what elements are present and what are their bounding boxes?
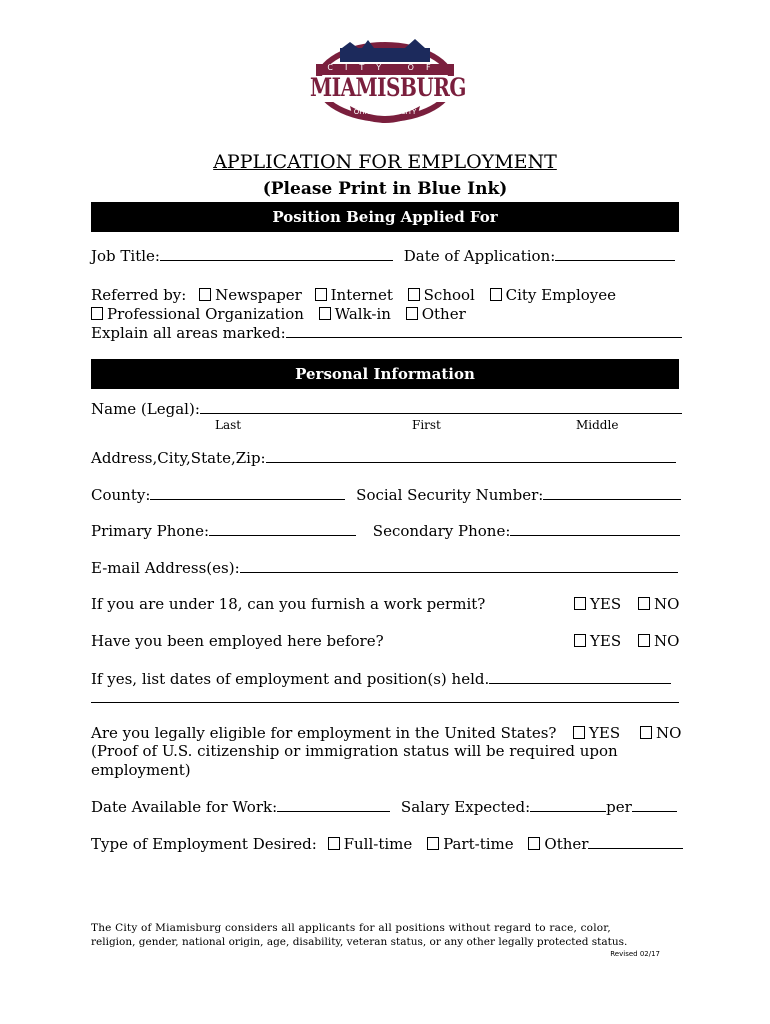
email-label: E-mail Address(es): xyxy=(91,559,240,577)
checkbox-under18-no[interactable] xyxy=(638,597,650,610)
yes-label: YES xyxy=(590,595,622,613)
employed-before-yes xyxy=(574,632,621,650)
date-of-application-label: Date of Application: xyxy=(403,247,556,265)
availability-row xyxy=(91,797,677,816)
section-personal-header: Personal Information xyxy=(91,359,679,389)
checkbox-employed-no[interactable] xyxy=(638,634,650,647)
secondary-phone-label: Secondary Phone: xyxy=(372,522,511,540)
checkbox-eligible-no[interactable] xyxy=(640,726,652,739)
dates-field-line-2[interactable] xyxy=(91,702,679,703)
name-label: Name (Legal): xyxy=(91,400,200,418)
name-first-hint: First xyxy=(412,418,441,432)
name-field[interactable] xyxy=(200,399,682,414)
employment-type-label: Type of Employment Desired: xyxy=(91,835,317,853)
city-logo xyxy=(310,36,466,128)
salary-period-field[interactable] xyxy=(632,797,677,812)
per-label: per xyxy=(606,798,632,816)
checkbox-under18-yes[interactable] xyxy=(574,597,586,610)
salary-field[interactable] xyxy=(530,797,606,812)
option-other-type: Other xyxy=(544,835,589,853)
checkbox-full-time[interactable] xyxy=(328,837,340,850)
name-row xyxy=(91,399,682,418)
date-available-field[interactable] xyxy=(277,797,390,812)
option-part-time: Part-time xyxy=(443,835,514,853)
checkbox-city-employee[interactable] xyxy=(490,288,502,301)
option-internet: Internet xyxy=(330,286,393,304)
proof-note-line-2: employment) xyxy=(91,761,191,779)
referred-label: Referred by: xyxy=(91,286,187,304)
phone-row xyxy=(91,521,680,540)
primary-phone-label: Primary Phone: xyxy=(91,522,210,540)
ssn-field[interactable] xyxy=(543,485,681,500)
under18-yes xyxy=(574,595,621,613)
option-other: Other xyxy=(421,305,466,323)
eligible-yes xyxy=(573,724,620,742)
logo-name: MIAMISBURG xyxy=(310,72,466,102)
name-last-hint: Last xyxy=(215,418,242,432)
referred-row-1 xyxy=(91,286,616,304)
name-middle-hint: Middle xyxy=(576,418,619,432)
explain-row xyxy=(91,323,682,342)
address-row xyxy=(91,448,676,467)
primary-phone-field[interactable] xyxy=(209,521,356,536)
explain-field[interactable] xyxy=(286,323,682,338)
checkbox-other-referral[interactable] xyxy=(406,307,418,320)
address-label: Address,City,State,Zip: xyxy=(91,449,266,467)
option-city-employee: City Employee xyxy=(505,286,617,304)
eligible-question: Are you legally eligible for employment in the United States? xyxy=(91,724,557,742)
checkbox-eligible-yes[interactable] xyxy=(573,726,585,739)
job-title-label: Job Title: xyxy=(91,247,160,265)
option-full-time: Full-time xyxy=(343,835,413,853)
county-field[interactable] xyxy=(150,485,345,500)
footer-line-2: religion, gender, national origin, age, disability, veteran status, or any other legally protected status. xyxy=(91,936,628,948)
other-type-field[interactable] xyxy=(588,834,683,849)
no-label: NO xyxy=(656,724,682,742)
option-professional-organization: Professional Organization xyxy=(107,305,304,323)
checkbox-walk-in[interactable] xyxy=(319,307,331,320)
ssn-label: Social Security Number: xyxy=(356,486,544,504)
eligible-no xyxy=(640,724,681,742)
county-label: County: xyxy=(91,486,151,504)
page-subtitle: (Please Print in Blue Ink) xyxy=(262,179,508,199)
referred-row-2 xyxy=(91,305,466,323)
job-title-field[interactable] xyxy=(160,246,393,261)
under18-no xyxy=(638,595,679,613)
logo-top-text: CITY OF xyxy=(327,63,443,72)
equal-opportunity-statement xyxy=(91,921,679,949)
employment-type-row xyxy=(91,834,683,853)
checkbox-internet[interactable] xyxy=(315,288,327,301)
salary-label: Salary Expected: xyxy=(400,798,531,816)
job-title-row xyxy=(91,246,675,265)
option-newspaper: Newspaper xyxy=(215,286,302,304)
explain-label: Explain all areas marked: xyxy=(91,324,286,342)
dates-row xyxy=(91,669,671,688)
under18-question: If you are under 18, can you furnish a work permit? xyxy=(91,595,486,613)
email-field[interactable] xyxy=(240,558,678,573)
date-available-label: Date Available for Work: xyxy=(91,798,278,816)
page-title: APPLICATION FOR EMPLOYMENT xyxy=(213,151,557,173)
secondary-phone-field[interactable] xyxy=(510,521,680,536)
checkbox-part-time[interactable] xyxy=(427,837,439,850)
employed-before-no xyxy=(638,632,679,650)
option-school: School xyxy=(423,286,475,304)
yes-label: YES xyxy=(589,724,621,742)
option-walk-in: Walk-in xyxy=(334,305,391,323)
checkbox-other-type[interactable] xyxy=(528,837,540,850)
checkbox-newspaper[interactable] xyxy=(199,288,211,301)
yes-label: YES xyxy=(590,632,622,650)
dates-label: If yes, list dates of employment and position(s) held. xyxy=(91,670,490,688)
proof-note-line-1: (Proof of U.S. citizenship or immigration status will be required upon xyxy=(91,742,618,760)
employed-before-question: Have you been employed here before? xyxy=(91,632,384,650)
email-row xyxy=(91,558,678,577)
address-field[interactable] xyxy=(266,448,676,463)
checkbox-school[interactable] xyxy=(408,288,420,301)
county-ssn-row xyxy=(91,485,681,504)
revision-date: Revised 02/17 xyxy=(610,950,660,958)
no-label: NO xyxy=(654,632,680,650)
checkbox-employed-yes[interactable] xyxy=(574,634,586,647)
logo-tagline: OHIO'S STAR CITY xyxy=(353,108,417,116)
no-label: NO xyxy=(654,595,680,613)
section-position-header: Position Being Applied For xyxy=(91,202,679,232)
date-of-application-field[interactable] xyxy=(555,246,675,261)
checkbox-professional-organization[interactable] xyxy=(91,307,103,320)
footer-line-1: The City of Miamisburg considers all applicants for all positions without regard to race, color, xyxy=(91,922,611,934)
dates-field[interactable] xyxy=(489,669,671,684)
